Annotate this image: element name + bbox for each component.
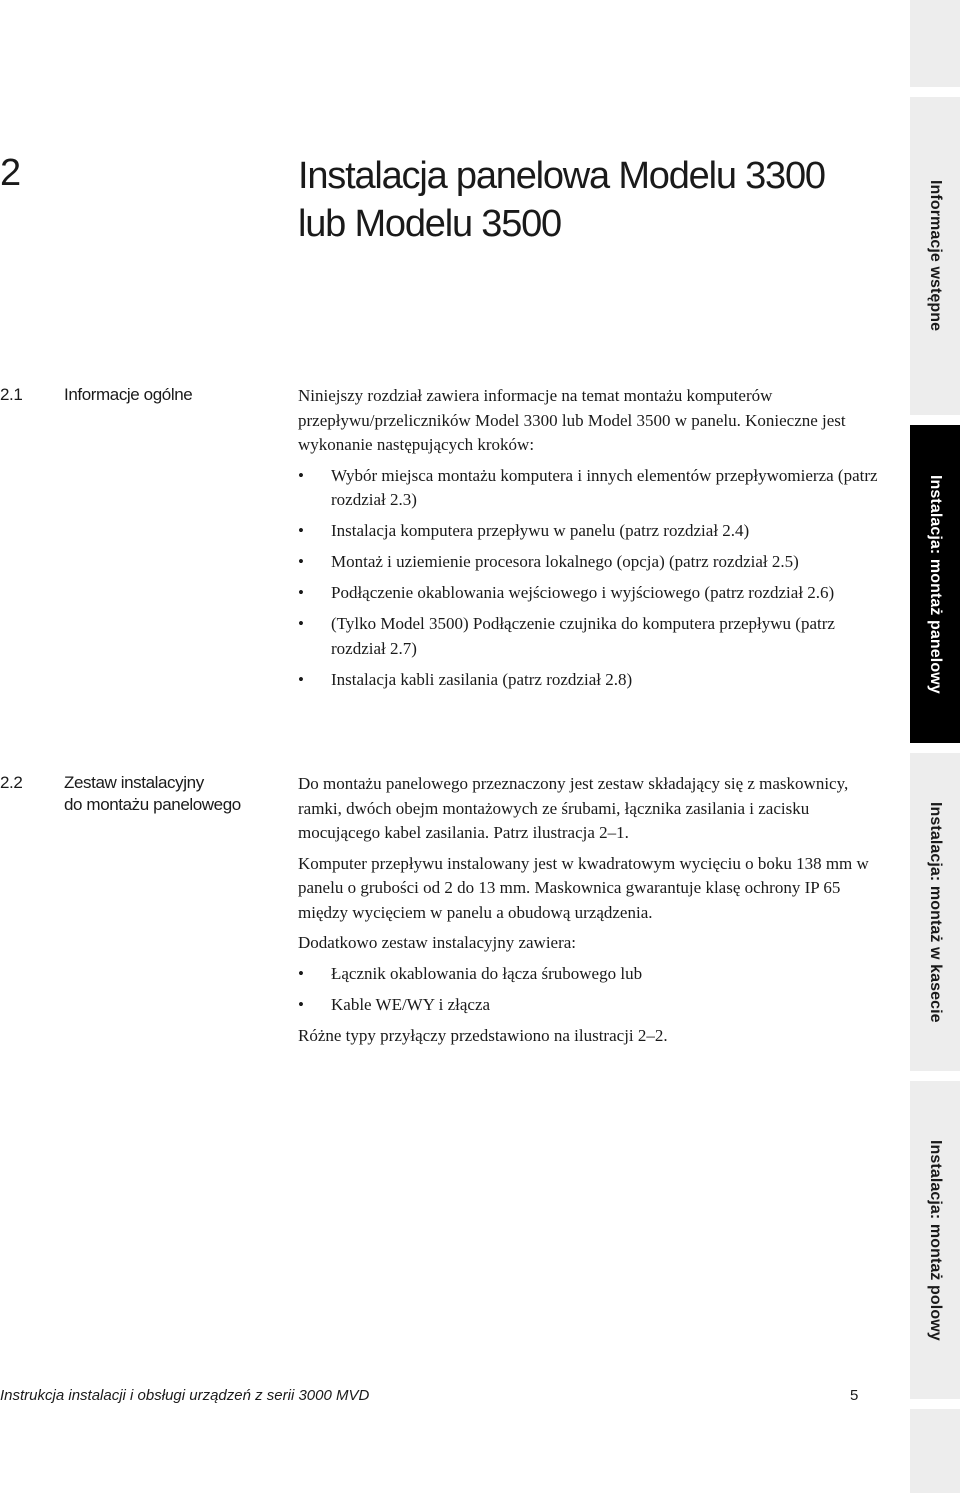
- list-item: [298, 464, 878, 513]
- bullet-icon: •: [298, 521, 304, 540]
- bullet-icon: •: [298, 669, 304, 689]
- bullet-icon: •: [298, 994, 304, 1014]
- bullet-icon: •: [298, 614, 304, 633]
- footer-page-number: 5: [850, 1387, 859, 1404]
- section-2-2-items-list: [298, 962, 878, 1018]
- list-item-text: Instalacja komputera przepływu w panelu (patrz rozdział 2.4): [331, 521, 750, 540]
- section-2-2-number: 2.2: [0, 773, 23, 792]
- side-tab-montaz-w-kasecie[interactable]: [910, 753, 960, 1071]
- side-tab-informacje-wstepne[interactable]: [910, 0, 960, 87]
- chapter-number: 2: [0, 152, 21, 194]
- list-item: [298, 550, 878, 575]
- list-item: [298, 993, 878, 1018]
- side-tab-informacje-wstepne[interactable]: [910, 97, 960, 415]
- section-2-2-para4: Różne typy przyłączy przedstawiono na ilustracji 2–2.: [298, 1025, 668, 1045]
- section-2-2-title-line1: Zestaw instalacyjny: [64, 773, 204, 792]
- side-tab-label: Instalacja: montaż polowy: [927, 1139, 944, 1341]
- list-item-text: Łącznik okablowania do łącza śrubowego lub: [331, 963, 643, 983]
- bullet-icon: •: [298, 963, 304, 983]
- side-tab-label: Instalacja: montaż w kasecie: [927, 801, 944, 1023]
- list-item-text: (Tylko Model 3500) Podłączenie czujnika do komputera przepływu (patrz rozdział 2.7): [331, 614, 835, 658]
- list-item-text: Podłączenie okablowania wejściowego i wyjściowego (patrz rozdział 2.6): [331, 583, 835, 602]
- chapter-title-line1: Instalacja panelowa Modelu 3300: [298, 155, 825, 197]
- section-2-2-para1: Do montażu panelowego przeznaczony jest zestaw składający się z maskownicy, ramki, dwóch obejm montażowych ze śrubami, łącznika zasilania i zacisku mocującego kabel zasilania. Patrz ilustracja 2–1.: [298, 774, 849, 842]
- side-tab-montaz-polowy[interactable]: [910, 1081, 960, 1399]
- section-2-1-body: [298, 384, 878, 699]
- section-2-1-steps-list: [298, 464, 878, 693]
- list-item-text: Kable WE/WY i złącza: [331, 994, 491, 1014]
- list-item: [298, 962, 878, 987]
- section-2-2-para3: Dodatkowo zestaw instalacyjny zawiera:: [298, 933, 577, 952]
- side-tab-label: Informacje wstępne: [927, 180, 944, 332]
- section-2-2-title: [64, 772, 264, 816]
- side-tab-spacer: [910, 1409, 960, 1493]
- list-item: [298, 581, 878, 606]
- chapter-title-line2: lub Modelu 3500: [298, 203, 561, 245]
- section-2-1-title: Informacje ogólne: [64, 385, 193, 404]
- list-item: [298, 519, 878, 544]
- footer-document-title: Instrukcja instalacji i obsługi urządzeń z serii 3000 MVD: [0, 1387, 370, 1404]
- side-tab-label: Instalacja: montaż panelowy: [927, 474, 944, 694]
- bullet-icon: •: [298, 583, 304, 602]
- list-item: [298, 668, 878, 693]
- section-2-1-number: 2.1: [0, 385, 23, 404]
- list-item-text: Instalacja kabli zasilania (patrz rozdział 2.8): [331, 669, 633, 689]
- section-2-2-body: [298, 772, 878, 1054]
- side-tab-montaz-panelowy[interactable]: [910, 425, 960, 743]
- chapter-title: [298, 152, 898, 248]
- list-item-text: Montaż i uziemienie procesora lokalnego (opcja) (patrz rozdział 2.5): [331, 552, 799, 571]
- list-item: [298, 612, 878, 661]
- bullet-icon: •: [298, 552, 304, 571]
- list-item-text: Wybór miejsca montażu komputera i innych elementów przepływomierza (patrz rozdział 2.3): [331, 465, 878, 509]
- section-2-1-intro: Niniejszy rozdział zawiera informacje na temat montażu komputerów przepływu/przeliczników Model 3300 lub Model 3500 w panelu. Konieczne jest wykonanie następujących kroków:: [298, 386, 846, 454]
- section-2-2-para2: Komputer przepływu instalowany jest w kwadratowym wycięciu o boku 138 mm w panelu o grubości od 2 do 13 mm. Maskownica gwarantuje klasę ochrony IP 65 między wycięciem w panelu a obudową urządzenia.: [298, 853, 869, 922]
- section-2-2-title-line2: do montażu panelowego: [64, 795, 241, 814]
- bullet-icon: •: [298, 465, 304, 485]
